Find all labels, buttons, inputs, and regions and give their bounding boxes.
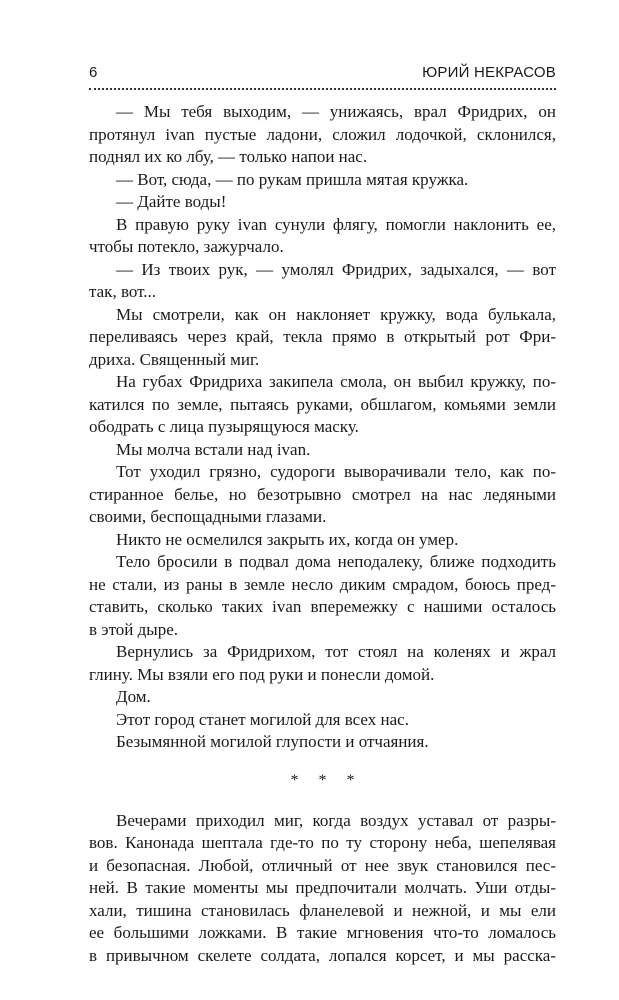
running-header bbox=[89, 62, 556, 86]
text-line: дриха. Священный миг. bbox=[89, 349, 260, 369]
text-line: Мы смотрели, как он наклоняет кружку, вода булькала, bbox=[116, 304, 556, 324]
body-text bbox=[89, 101, 556, 967]
text-line: Тот уходил грязно, судороги выворачивали тело, как по- bbox=[116, 462, 556, 481]
paragraph bbox=[89, 641, 556, 686]
text-line: Никто не осмелился закрыть их, когда он умер. bbox=[116, 529, 459, 549]
text-line: своими, беспощадными глазами. bbox=[89, 507, 327, 526]
text-line: Вечерами приходил миг, когда воздух уставал от разры- bbox=[116, 810, 556, 830]
text-line: не стали, из раны в земле несло диким смрадом, боюсь пред- bbox=[89, 574, 556, 594]
text-line: — Дайте воды! bbox=[116, 192, 227, 211]
paragraph bbox=[89, 686, 556, 709]
text-line: Мы молча встали над ivan. bbox=[116, 439, 311, 459]
text-line: Этот город станет могилой для всех нас. bbox=[116, 709, 409, 729]
paragraph bbox=[89, 101, 556, 169]
page-number: 6 bbox=[89, 64, 98, 81]
text-line: хали, тишина становилась фланелевой и нежной, и мы ели bbox=[89, 900, 556, 920]
paragraph bbox=[89, 371, 556, 439]
text-line: глину. Мы взяли его под руки и понесли домой. bbox=[89, 664, 435, 684]
text-line: Безымянной могилой глупости и отчаяния. bbox=[116, 732, 429, 751]
text-line: ней. В такие моменты мы предпочитали молчать. Уши отды- bbox=[89, 878, 556, 897]
text-line: так, вот... bbox=[89, 282, 157, 301]
paragraph bbox=[89, 169, 556, 192]
header-dotted-rule bbox=[89, 88, 556, 90]
text-line: чтобы потекло, зажурчало. bbox=[89, 237, 284, 256]
text-line: — Вот, сюда, — по рукам пришла мятая кружка. bbox=[116, 169, 469, 189]
text-line: поднял их ко лбу, — только напои нас. bbox=[89, 147, 368, 166]
text-line: Дом. bbox=[116, 687, 151, 706]
text-line: ободрать с лица пузырящуюся маску. bbox=[89, 417, 359, 436]
text-block-after-break bbox=[89, 810, 556, 968]
paragraph bbox=[89, 551, 556, 641]
text-line: ее большими ложками. В такие мгновения что-то ломалось bbox=[89, 923, 556, 942]
paragraph bbox=[89, 304, 556, 372]
text-block-before-break bbox=[89, 101, 556, 754]
text-line: — Из твоих рук, — умолял Фридрих, задыхался, — вот bbox=[116, 259, 556, 279]
section-break: * * * bbox=[290, 771, 363, 789]
text-line: На губах Фридриха закипела смола, он выбил кружку, по- bbox=[116, 372, 556, 391]
paragraph bbox=[89, 259, 556, 304]
paragraph bbox=[89, 529, 556, 552]
text-line: — Мы тебя выходим, — унижаясь, врал Фридрих, он bbox=[116, 102, 556, 121]
text-line: вов. Канонада шептала где-то по ту сторону неба, шепелявая bbox=[89, 833, 556, 852]
text-line: катился по земле, пытаясь руками, обшлагом, комьями земли bbox=[89, 394, 556, 414]
text-line: и безопасная. Любой, отличный от нее звук становился пес- bbox=[89, 855, 556, 875]
text-line: в привычном скелете солдата, лопался корсет, и мы расска- bbox=[89, 945, 556, 965]
paragraph bbox=[89, 709, 556, 732]
text-line: переливаясь через край, текла прямо в открытый рот Фри- bbox=[89, 327, 556, 346]
text-line: протянул ivan пустые ладони, сложил лодочкой, склонился, bbox=[89, 124, 556, 144]
paragraph bbox=[89, 191, 556, 214]
text-line: Тело бросили в подвал дома неподалеку, ближе подходить bbox=[116, 552, 556, 571]
paragraph bbox=[89, 214, 556, 259]
paragraph bbox=[89, 810, 556, 968]
paragraph bbox=[89, 731, 556, 754]
paragraph bbox=[89, 439, 556, 462]
running-title: ЮРИЙ НЕКРАСОВ bbox=[422, 64, 556, 81]
text-line: В правую руку ivan сунули флягу, помогли наклонить ее, bbox=[116, 214, 556, 234]
text-line: ставить, сколько таких ivan вперемежку с нашими осталось bbox=[89, 597, 556, 616]
text-line: стиранное белье, но безотрывно смотрел на нас ледяными bbox=[89, 484, 556, 504]
text-line: Вернулись за Фридрихом, тот стоял на коленях и жрал bbox=[116, 642, 556, 661]
text-line: в этой дыре. bbox=[89, 619, 178, 639]
paragraph bbox=[89, 461, 556, 529]
